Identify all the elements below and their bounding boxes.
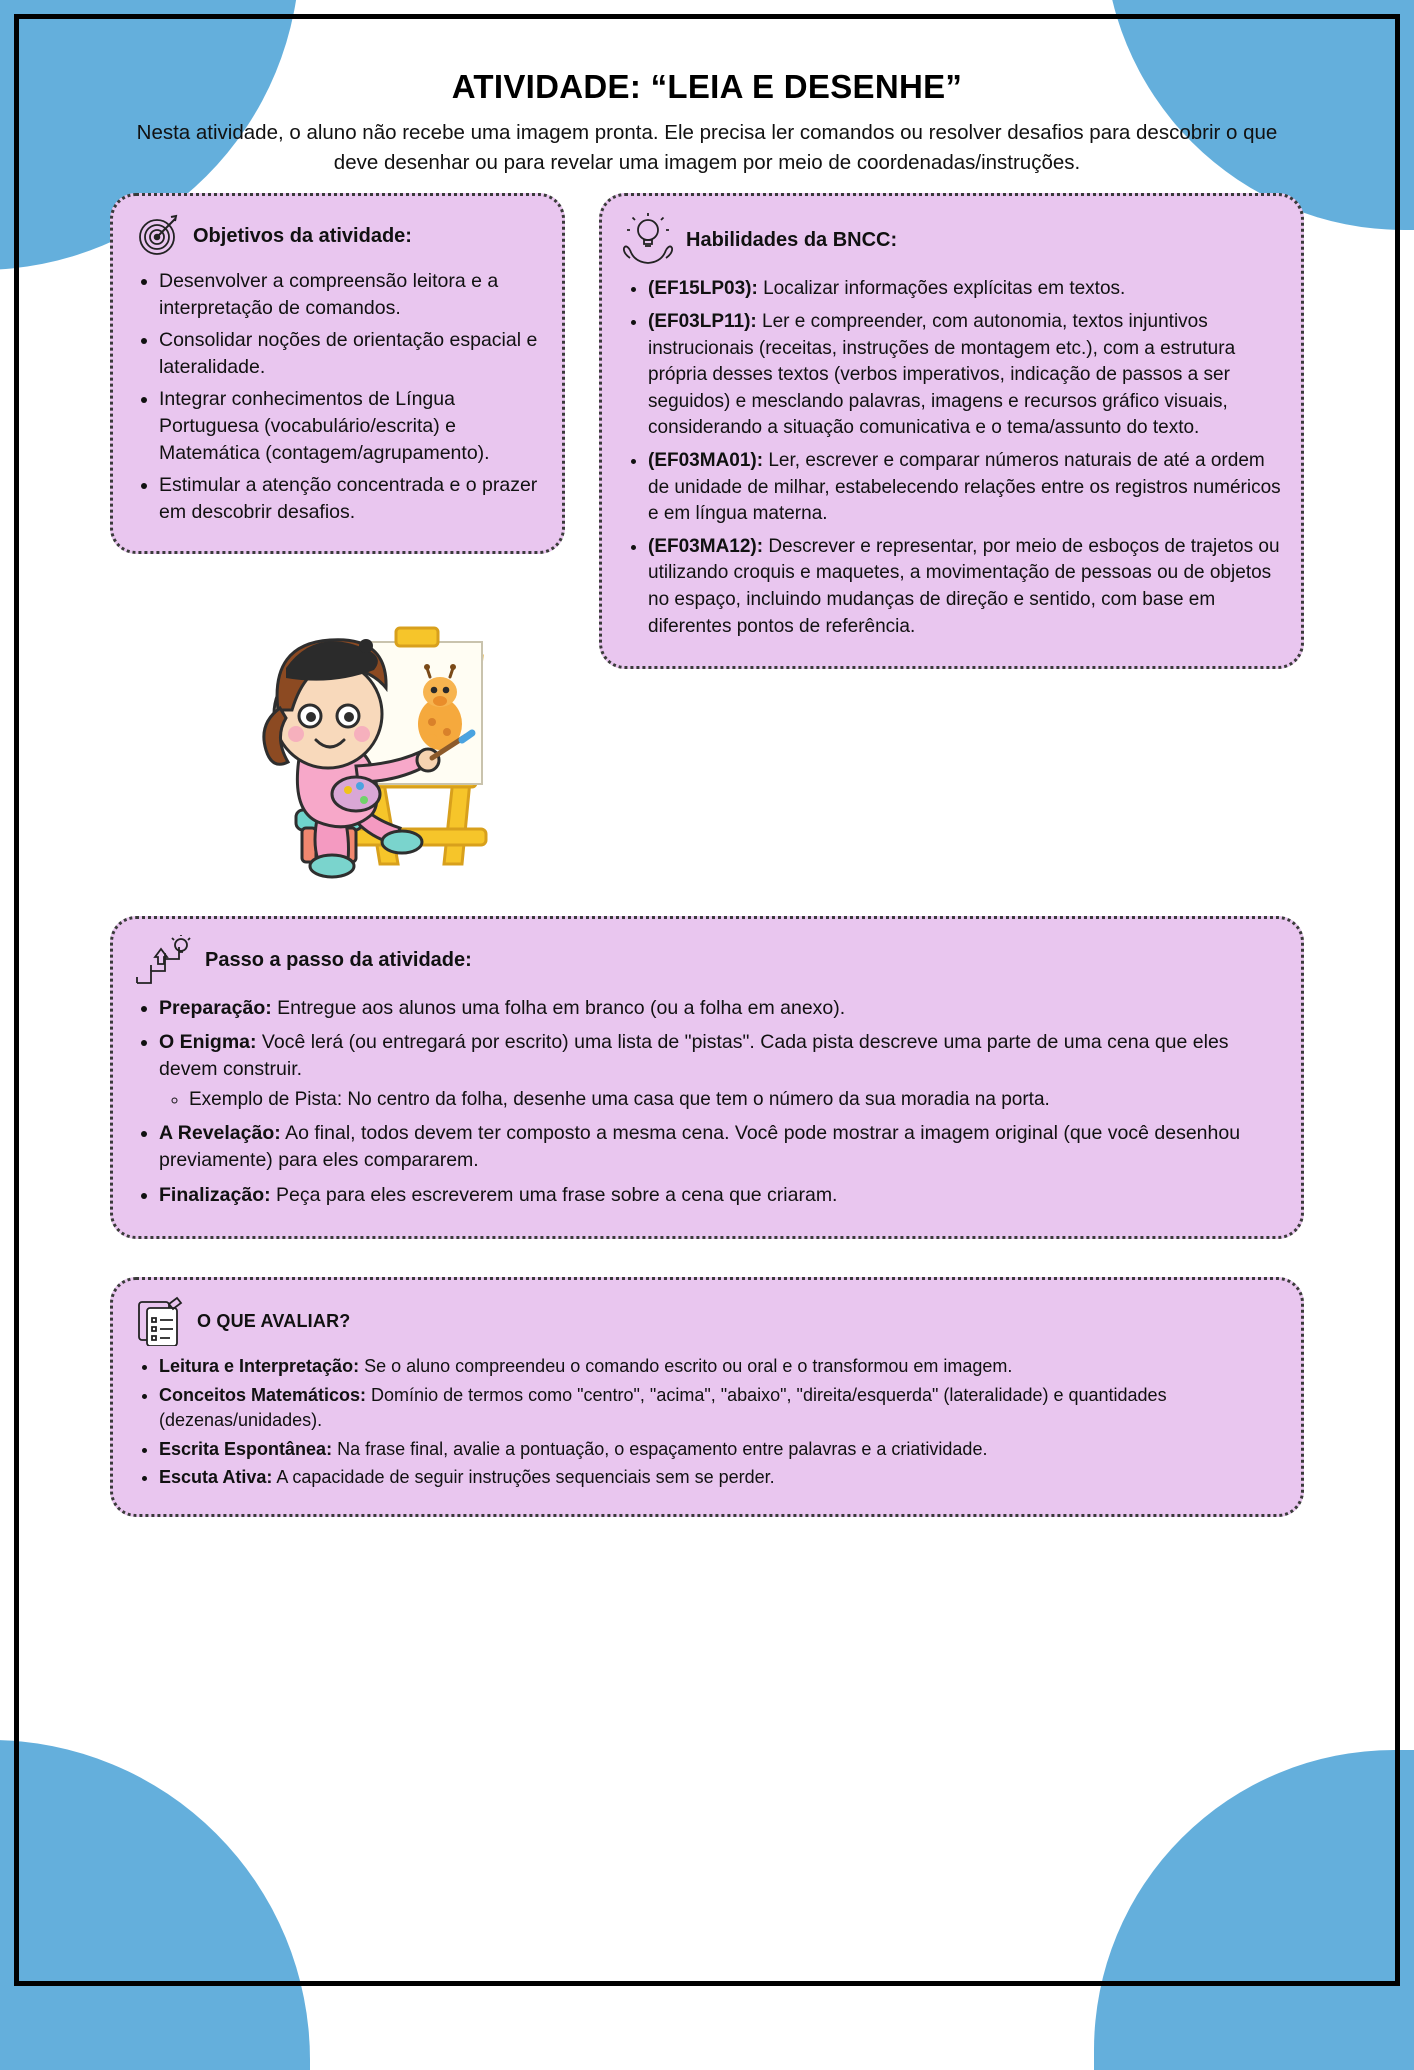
- list-item: [159, 995, 1281, 1022]
- list-item: [159, 1120, 1281, 1175]
- bncc-code: (EF03MA12):: [648, 535, 764, 557]
- list-item: [159, 1029, 1281, 1113]
- objectives-card: [110, 193, 565, 553]
- steps-idea-icon: [133, 935, 193, 987]
- top-section: [110, 193, 1304, 893]
- evaluation-card: [110, 1277, 1304, 1517]
- criterion-label: Leitura e Interpretação:: [159, 1356, 360, 1377]
- page-title: ATIVIDADE: “LEIA E DESENHE”: [451, 68, 963, 105]
- step-label: O Enigma:: [159, 1030, 257, 1053]
- steps-header: [133, 935, 1281, 987]
- step-text: Você lerá (ou entregará por escrito) uma lista de "pistas". Cada pista descreve uma parte de uma cena que eles devem construir.: [159, 1030, 1229, 1081]
- steps-title: Passo a passo da atividade:: [205, 949, 472, 972]
- objectives-header: [133, 212, 542, 260]
- bncc-list: [622, 276, 1281, 640]
- steps-sublist: [159, 1087, 1281, 1113]
- criterion-text: A capacidade de seguir instruções sequenciais sem se perder.: [272, 1467, 775, 1488]
- bncc-text: Descrever e representar, por meio de esboços de trajetos ou utilizando croquis e maquetes, a movimentação de pessoas ou de objetos no espaço, incluindo mudanças de direção e sentido, com base em diferentes pontos de referência.: [648, 535, 1280, 637]
- steps-list: [133, 995, 1281, 1209]
- criterion-text: Se o aluno compreendeu o comando escrito ou oral e o transformou em imagem.: [359, 1356, 1013, 1377]
- bncc-card: [599, 193, 1304, 669]
- step-label: A Revelação:: [159, 1122, 281, 1145]
- step-text: Entregue aos alunos uma folha em branco (ou a folha em anexo).: [271, 996, 846, 1019]
- objectives-title: Objetivos da atividade:: [193, 224, 412, 247]
- bncc-title: Habilidades da BNCC:: [686, 228, 898, 251]
- list-item: [159, 1437, 1281, 1462]
- right-column: [599, 193, 1304, 669]
- list-item: [159, 1354, 1281, 1379]
- list-item: [648, 276, 1281, 303]
- list-item: [159, 1383, 1281, 1433]
- evaluation-list: [133, 1354, 1281, 1490]
- girl-painting-easel-illustration: [110, 564, 565, 894]
- evaluation-title: O QUE AVALIAR?: [197, 1310, 351, 1331]
- criterion-text: Domínio de termos como "centro", "acima", "abaixo", "direita/esquerda" (lateralidade) e quantidades (dezenas/unidades).: [159, 1384, 1167, 1430]
- bncc-text: Localizar informações explícitas em textos.: [757, 278, 1126, 300]
- list-item: • Consolidar noções de orientação espacial e lateralidade.: [159, 327, 542, 381]
- step-label: Preparação:: [159, 996, 272, 1019]
- list-item: [648, 448, 1281, 528]
- list-item: • Integrar conhecimentos de Língua Portuguesa (vocabulário/escrita) e Matemática (contagem/agrupamento).: [159, 386, 542, 467]
- list-item: [648, 534, 1281, 640]
- step-text: Ao final, todos devem ter composto a mesma cena. Você pode mostrar a imagem original (que você desenhou previamente) para eles compararem.: [159, 1122, 1241, 1172]
- lightbulb-hands-icon: [622, 212, 674, 268]
- list-item: [648, 309, 1281, 442]
- list-item: [159, 1465, 1281, 1490]
- intro-paragraph: Nesta atividade, o aluno não recebe uma imagem pronta. Ele precisa ler comandos ou resolver desafios para descobrir o que deve desenhar ou para revelar uma imagem por meio de coordenadas/instruções.: [136, 121, 1278, 174]
- objectives-list: [133, 268, 542, 525]
- left-column: [110, 193, 565, 893]
- checklist-clipboard-icon: [133, 1296, 185, 1346]
- criterion-label: Escrita Espontânea:: [159, 1438, 333, 1459]
- list-item: ◦ Exemplo de Pista: No centro da folha, desenhe uma casa que tem o número da sua moradia na porta.: [189, 1087, 1281, 1113]
- criterion-label: Conceitos Matemáticos:: [159, 1384, 367, 1405]
- bncc-code: (EF15LP03):: [648, 278, 758, 300]
- bncc-code: (EF03MA01):: [648, 450, 764, 471]
- bncc-code: (EF03LP11):: [648, 311, 757, 333]
- list-item: • Desenvolver a compreensão leitora e a interpretação de comandos.: [159, 268, 542, 322]
- bncc-header: [622, 212, 1281, 268]
- step-text: Peça para eles escreverem uma frase sobre a cena que criaram.: [270, 1183, 838, 1206]
- criterion-text: Na frase final, avalie a pontuação, o espaçamento entre palavras e a criatividade.: [332, 1438, 988, 1459]
- list-item: [159, 1182, 1281, 1209]
- step-label: Finalização:: [159, 1183, 271, 1206]
- list-item: • Estimular a atenção concentrada e o prazer em descobrir desafios.: [159, 472, 542, 526]
- criterion-label: Escuta Ativa:: [159, 1467, 273, 1488]
- bncc-text: Ler e compreender, com autonomia, textos injuntivos instrucionais (receitas, instruções de montagem etc.), com a estrutura própria desses textos (verbos imperativos, indicação de passos a ser seguidos) e mesclando palavras, imagens e recursos gráfico visuais, considerando a situação comunicativa e o tema/assunto do texto.: [648, 311, 1236, 439]
- evaluation-header: [133, 1296, 1281, 1346]
- steps-card: [110, 916, 1304, 1239]
- bncc-text: Ler, escrever e comparar números naturais de até a ordem de unidade de milhar, estabelecendo relações entre os registros numéricos e em língua materna.: [648, 450, 1281, 525]
- target-icon: [133, 212, 181, 260]
